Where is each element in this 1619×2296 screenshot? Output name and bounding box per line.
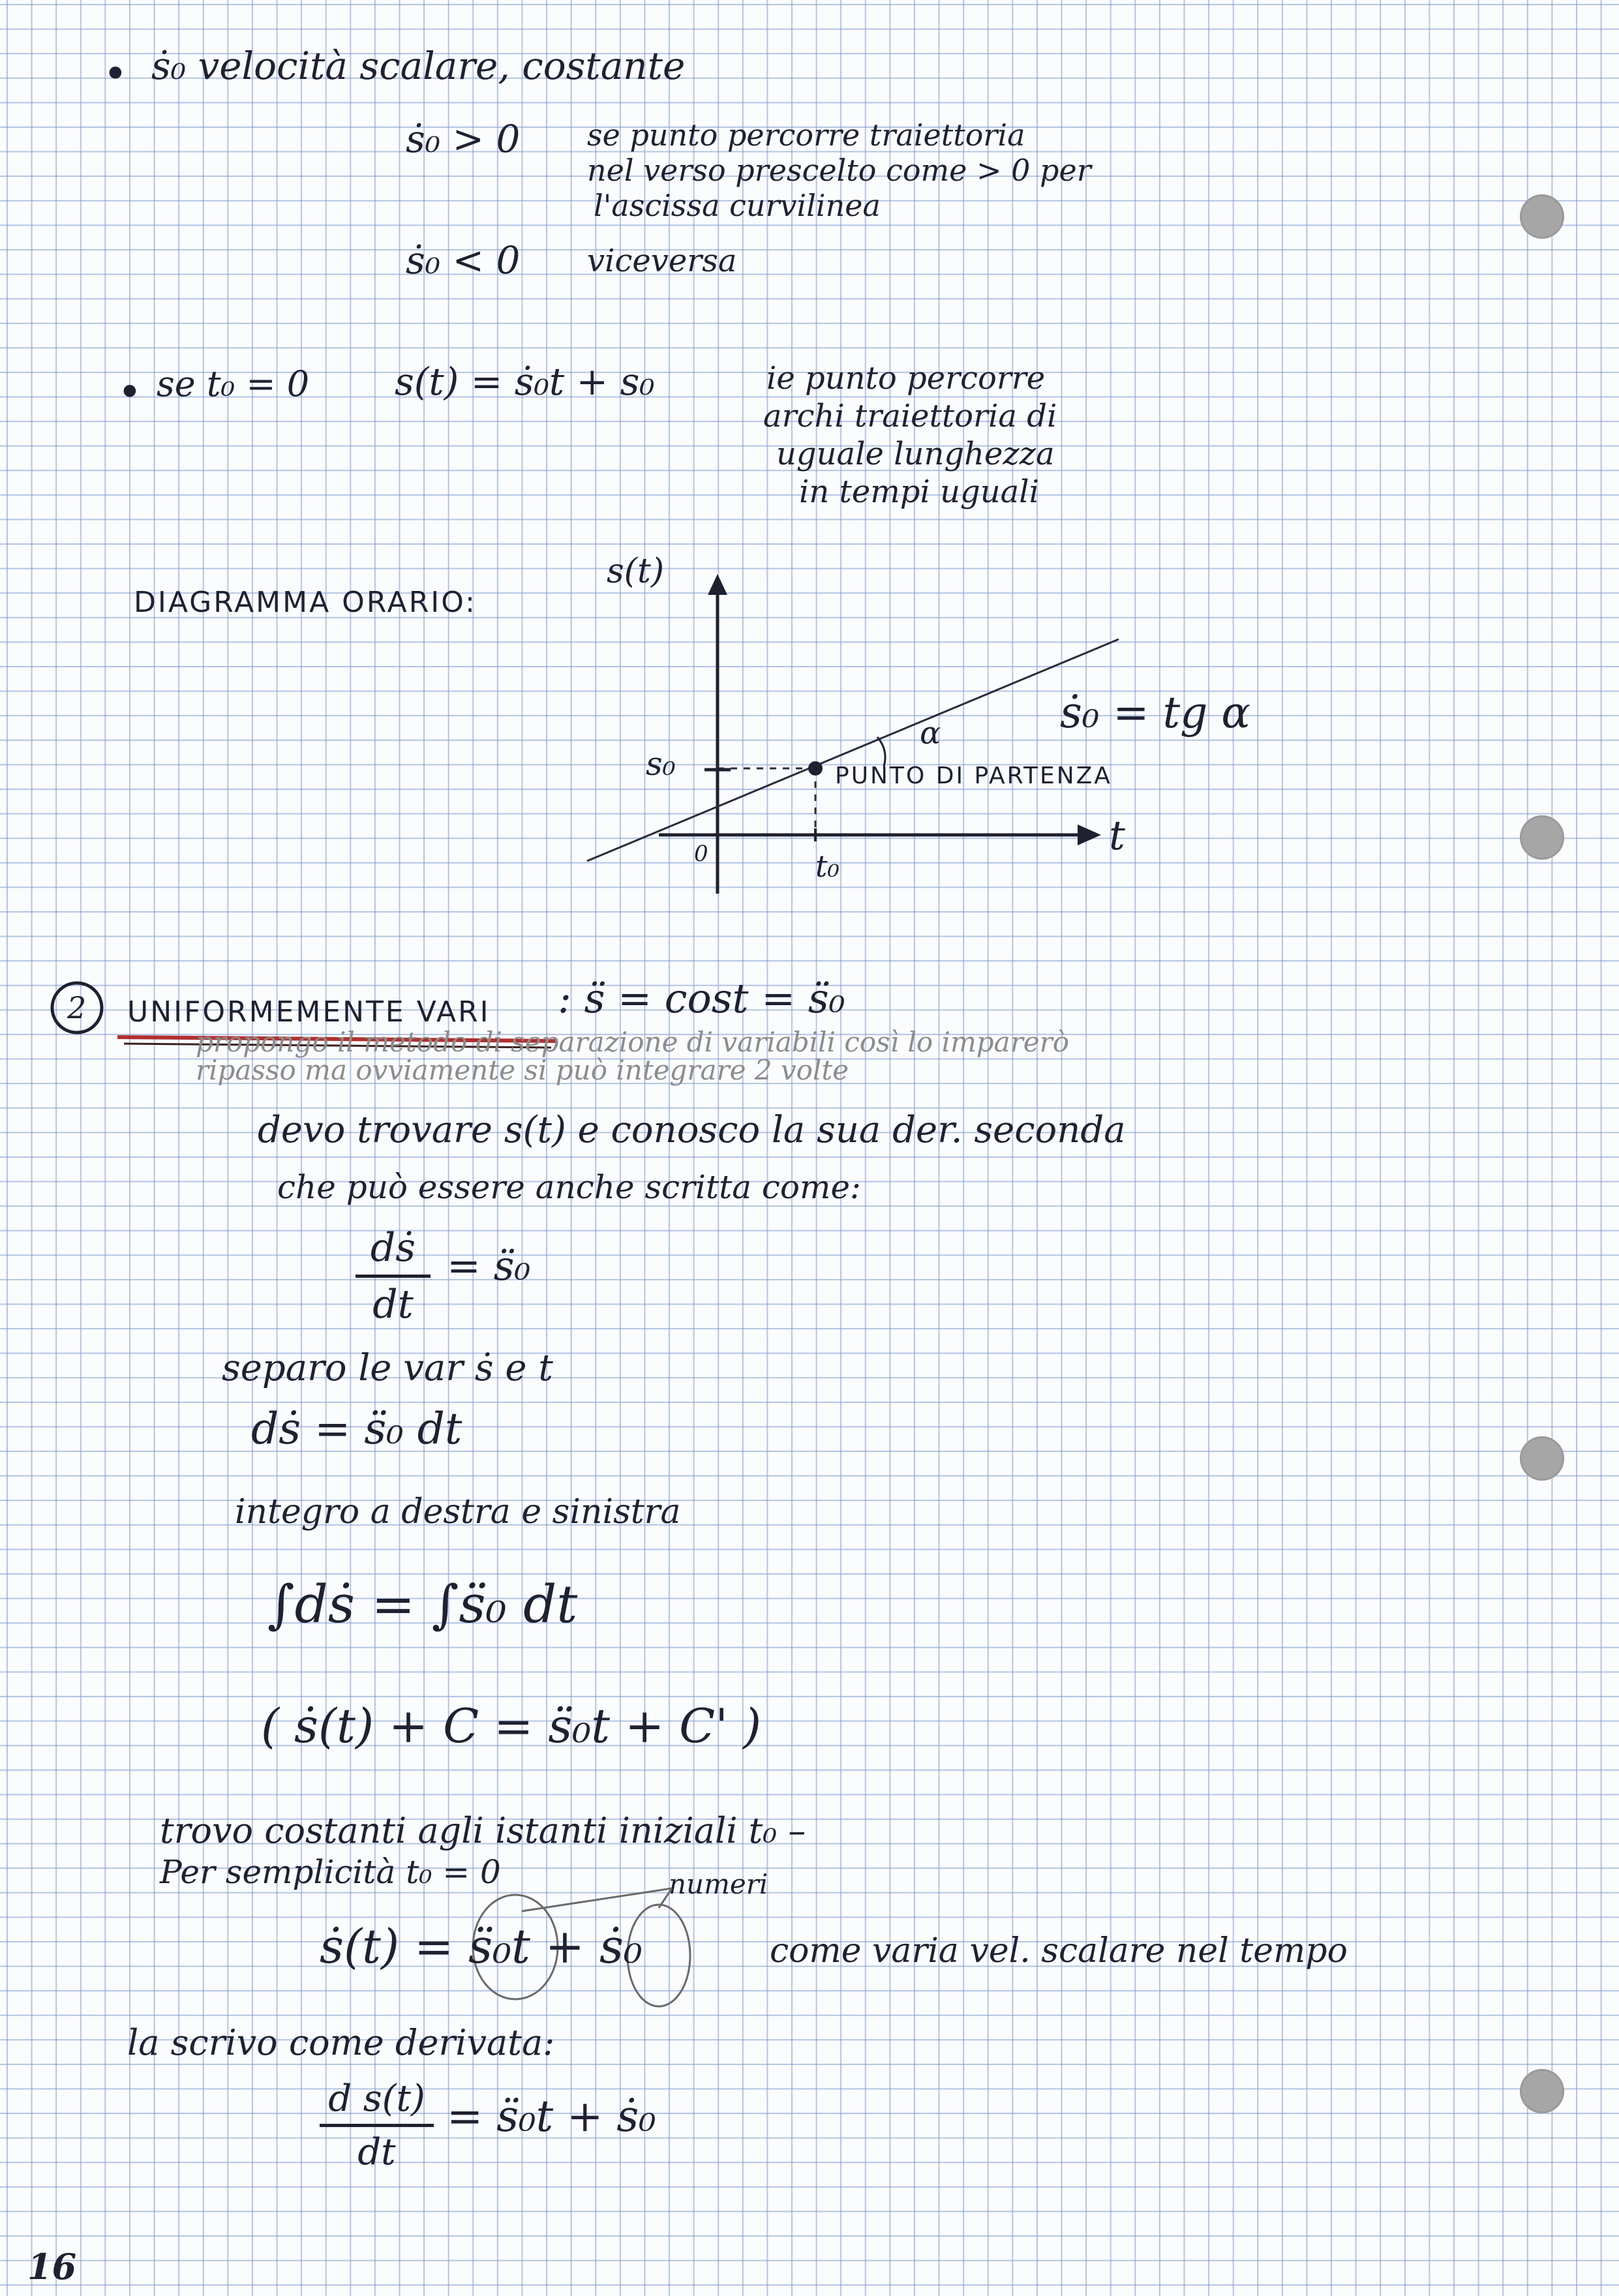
fraction-ds-dt-den: dt bbox=[372, 1282, 414, 1327]
line-separo: separo le var ṡ e t bbox=[222, 1347, 553, 1389]
x-axis-label: t bbox=[1109, 811, 1125, 859]
numeri-note: numeri bbox=[669, 1868, 768, 1900]
line-derivata: la scrivo come derivata: bbox=[127, 2022, 555, 2063]
section-title-eq: : s̈ = cost = s̈₀ bbox=[558, 974, 845, 1022]
eq-integrated: ( ṡ(t) + C = s̈₀t + C' ) bbox=[261, 1699, 762, 1753]
section-title: UNIFORMEMENTE VARI bbox=[127, 995, 491, 1029]
fraction-2-num: d s(t) bbox=[328, 2077, 425, 2120]
diagram-heading: DIAGRAMMA ORARIO: bbox=[134, 586, 477, 619]
line-puo-essere: che può essere anche scritta come: bbox=[277, 1168, 861, 1206]
eq-velocity-note: come varia vel. scalare nel tempo bbox=[770, 1931, 1348, 1971]
cond-positive-desc-3: l'ascissa curvilinea bbox=[594, 188, 881, 223]
line-devo-trovare: devo trovare s(t) e conosco la sua der. seconda bbox=[258, 1109, 1126, 1151]
cond-positive-desc-1: se punto percorre traiettoria bbox=[587, 117, 1025, 153]
eq-integral: ∫dṡ = ∫s̈₀ dt bbox=[267, 1574, 578, 1635]
origin-label: 0 bbox=[694, 841, 708, 867]
section-number: 2 bbox=[67, 990, 87, 1025]
bullet-dot: • bbox=[103, 50, 128, 98]
fraction-ds-dt-rhs: = s̈₀ bbox=[447, 1242, 531, 1290]
fraction-bar-2 bbox=[320, 2124, 434, 2127]
cond-negative: ṡ₀ < 0 bbox=[406, 238, 521, 282]
line-semplicita: Per semplicità t₀ = 0 bbox=[160, 1853, 501, 1891]
velocity-title: ṡ₀ velocità scalare, costante bbox=[151, 44, 686, 88]
pencil-note-1: propongo il metodo di separazione di variabili così lo imparerò bbox=[196, 1026, 1070, 1058]
bullet-dot-2: • bbox=[117, 369, 142, 417]
law-of-motion: s(t) = ṡ₀t + s₀ bbox=[395, 359, 655, 404]
fraction-ds-dt-2 bbox=[320, 2077, 434, 2173]
eq-separated: dṡ = s̈₀ dt bbox=[251, 1404, 462, 1454]
y-axis-label: s(t) bbox=[607, 552, 665, 591]
cond-positive: ṡ₀ > 0 bbox=[406, 117, 521, 161]
cond-negative-desc: viceversa bbox=[587, 243, 737, 279]
pencil-note-2: ripasso ma ovviamente si può integrare 2 volte bbox=[196, 1054, 849, 1086]
line-costanti: trovo costanti agli istanti iniziali t₀ – bbox=[160, 1810, 806, 1851]
line-integro: integro a destra e sinistra bbox=[235, 1492, 681, 1532]
s0-axis-label: s₀ bbox=[646, 745, 676, 783]
uniform-desc-1: ie punto percorre bbox=[766, 360, 1046, 397]
start-point-label: PUNTO DI PARTENZA bbox=[835, 763, 1112, 789]
fraction-ds-dt-num: dṡ bbox=[370, 1225, 416, 1271]
fraction-2-den: dt bbox=[357, 2131, 396, 2173]
slope-equation: ṡ₀ = tg α bbox=[1060, 687, 1250, 738]
fraction-2-rhs: = s̈₀t + ṡ₀ bbox=[447, 2091, 656, 2141]
cond-positive-desc-2: nel verso prescelto come > 0 per bbox=[587, 153, 1091, 188]
t0-axis-label: t₀ bbox=[815, 849, 840, 884]
uniform-desc-3: uguale lunghezza bbox=[776, 436, 1055, 472]
uniform-desc-4: in tempi uguali bbox=[799, 474, 1039, 510]
uniform-desc-2: archi traiettoria di bbox=[763, 398, 1057, 434]
eq-velocity: ṡ(t) = s̈₀t + ṡ₀ bbox=[320, 1919, 643, 1974]
page-number: 16 bbox=[27, 2246, 77, 2288]
alpha-label: α bbox=[920, 715, 941, 751]
t0-condition: se t₀ = 0 bbox=[157, 363, 310, 404]
